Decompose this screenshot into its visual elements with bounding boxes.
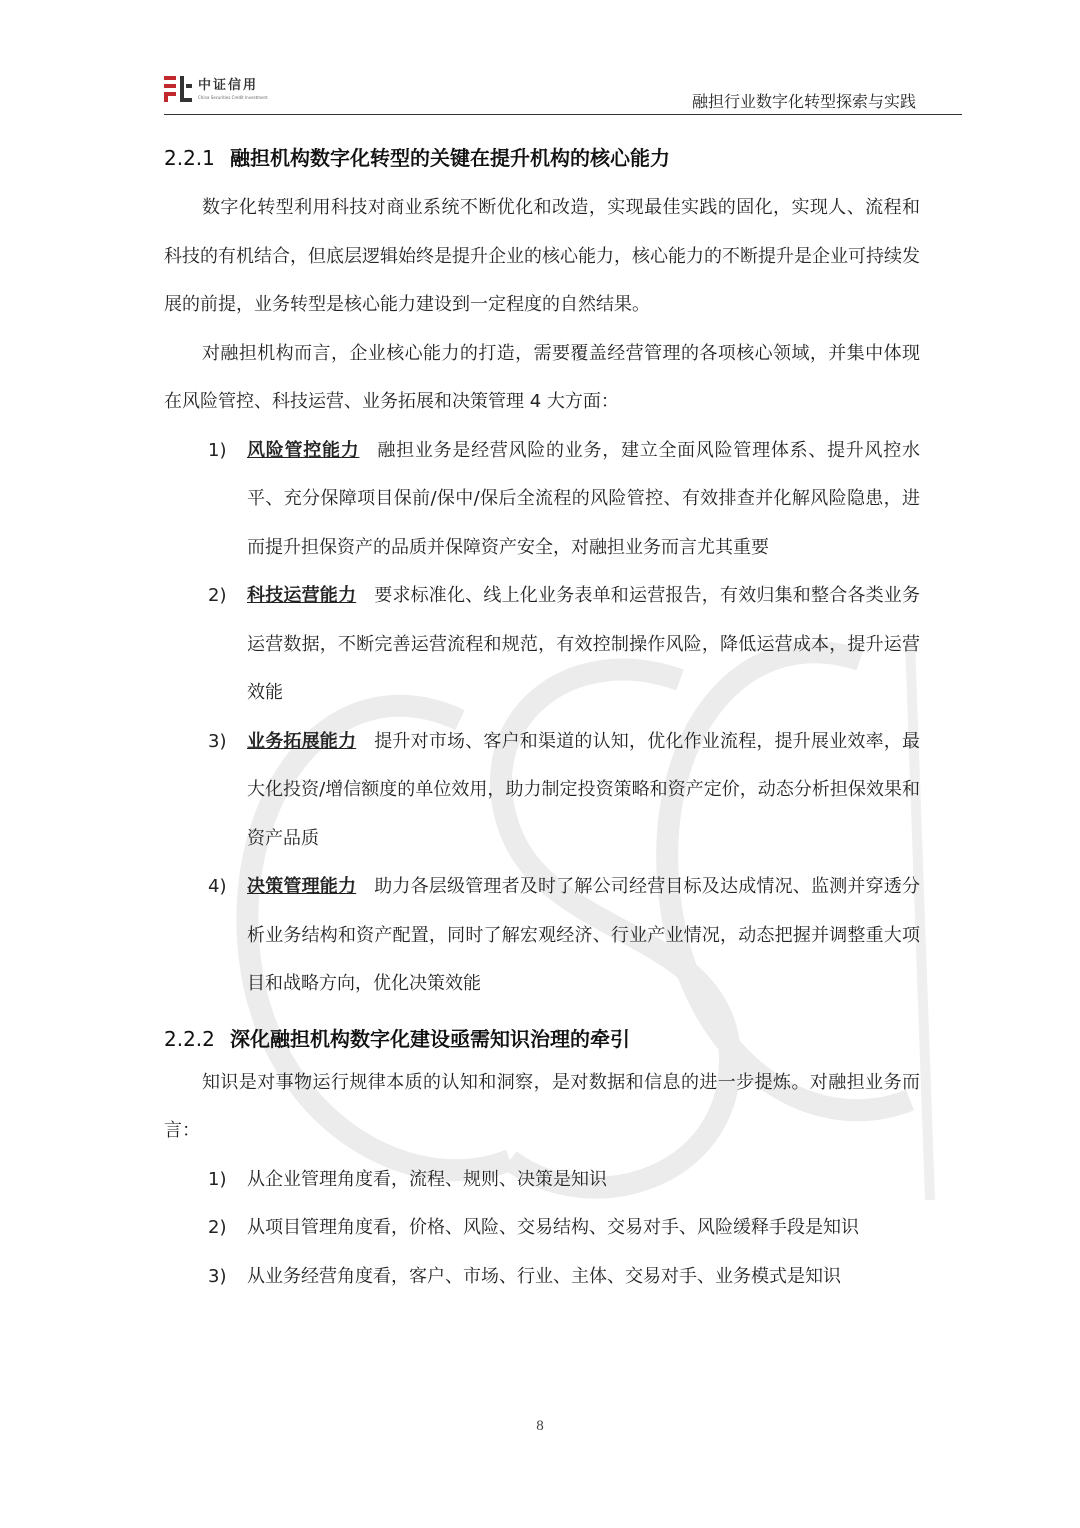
page-number: 8 xyxy=(536,1418,544,1434)
main-content xyxy=(164,138,920,1301)
list-text: 从业务经营角度看，客户、市场、行业、主体、交易对手、业务模式是知识 xyxy=(247,1265,841,1287)
list-text: 提升对市场、客户和渠道的认知，优化作业流程，提升展业效率，最大化投资/增信额度的单位效用，助力制定投资策略和资产定价，动态分析担保效果和资产品质 xyxy=(247,730,920,849)
list-marker: 3) xyxy=(208,730,227,752)
list-term: 业务拓展能力 xyxy=(247,730,357,752)
list-marker: 4) xyxy=(208,876,227,897)
paragraph: 对融担机构而言，企业核心能力的打造，需要覆盖经营管理的各项核心领域，并集中体现在风险管控、科技运营、业务拓展和决策管理 4 大方面： xyxy=(164,342,920,412)
list-text: 助力各层级管理者及时了解公司经营目标及达成情况、监测并穿透分析业务结构和资产配置，同时了解宏观经济、行业产业情况，动态把握并调整重大项目和战略方向，优化决策效能 xyxy=(247,876,920,994)
knowledge-list xyxy=(164,1156,920,1302)
logo-subtitle: China Securities Credit Investment xyxy=(198,94,268,100)
list-item xyxy=(164,1253,920,1302)
list-item xyxy=(164,718,920,864)
capability-list xyxy=(164,427,920,1009)
list-marker: 2) xyxy=(208,1217,227,1238)
section-heading-2-2-1 xyxy=(164,138,920,178)
list-text: 要求标准化、线上化业务表单和运营报告，有效归集和整合各类业务运营数据，不断完善运营流程和规范，有效控制操作风险，降低运营成本，提升运营效能 xyxy=(247,585,920,703)
list-item xyxy=(164,863,920,1009)
list-item xyxy=(164,1204,920,1253)
list-marker: 2) xyxy=(208,585,227,606)
logo-name: 中证信用 xyxy=(198,77,259,93)
section-title: 融担机构数字化转型的关键在提升机构的核心能力 xyxy=(230,146,670,170)
section-number: 2.2.2 xyxy=(164,1026,215,1051)
list-text: 从企业管理角度看，流程、规则、决策是知识 xyxy=(247,1168,607,1190)
list-marker: 3) xyxy=(208,1265,227,1287)
paragraph: 知识是对事物运行规律本质的认知和洞察，是对数据和信息的进一步提炼。对融担业务而言： xyxy=(164,1071,920,1141)
list-text: 从项目管理角度看，价格、风险、交易结构、交易对手、风险缓释手段是知识 xyxy=(247,1217,859,1238)
section-title: 深化融担机构数字化建设亟需知识治理的牵引 xyxy=(230,1026,630,1051)
section-number: 2.2.1 xyxy=(164,146,215,170)
page-header xyxy=(164,72,962,115)
list-term: 科技运营能力 xyxy=(247,585,357,606)
logo-mark-icon xyxy=(164,74,192,104)
list-item xyxy=(164,572,920,718)
company-logo xyxy=(164,74,268,104)
section-heading-2-2-2 xyxy=(164,1019,920,1059)
list-marker: 1) xyxy=(208,1168,227,1190)
list-term: 决策管理能力 xyxy=(247,876,357,897)
list-item xyxy=(164,427,920,573)
report-title: 融担行业数字化转型探索与实践 xyxy=(691,92,916,111)
list-marker: 1) xyxy=(208,439,227,461)
list-text: 融担业务是经营风险的业务，建立全面风险管理体系、提升风控水平、充分保障项目保前/保中/保后全流程的风险管控、有效排查并化解风险隐患，进而提升担保资产的品质并保障资产安全，对融担业务而言尤其重要 xyxy=(247,439,921,558)
list-term: 风险管控能力 xyxy=(247,439,360,461)
list-item xyxy=(164,1156,920,1205)
paragraph: 数字化转型利用科技对商业系统不断优化和改造，实现最佳实践的固化，实现人、流程和科技的有机结合，但底层逻辑始终是提升企业的核心能力，核心能力的不断提升是企业可持续发展的前提，业务转型是核心能力建设到一定程度的自然结果。 xyxy=(164,197,920,315)
